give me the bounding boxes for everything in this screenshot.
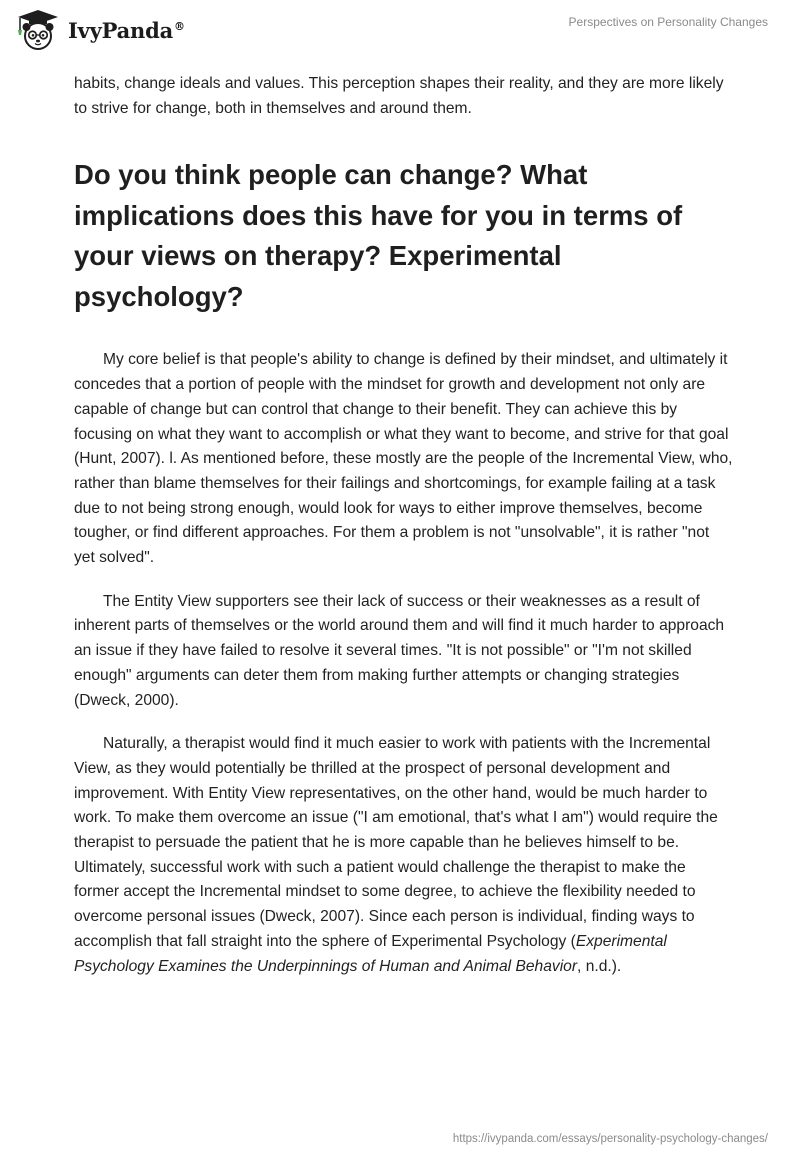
lead-paragraph: habits, change ideals and values. This perception shapes their reality, and they are more likely to strive for change, both in themselves and around them.: [74, 75, 724, 117]
ivypanda-logo[interactable]: [14, 8, 185, 52]
citation-title: Experimental Psychology Examines the Underpinnings of Human and Animal Behavior: [74, 932, 667, 975]
essay-body: [74, 72, 734, 979]
body-paragraph-2: The Entity View supporters see their lack of success or their weaknesses as a result of inherent parts of themselves or the world around them and will find it much harder to approach an issue if they have failed to resolve it several times. "It is not possible" or "I'm not skilled enough" arguments can deter them from making further attempts or changing strategies (Dweck, 2000).: [74, 592, 725, 709]
body-paragraph-1: My core belief is that people's ability to change is defined by their mindset, and ultimately it concedes that a portion of people with the mindset for growth and development not only are capable of change but can control that change to their benefit. They can achieve this by focusing on what they want to accomplish or what they want to become, and strive for that goal (Hunt, 2007). l. As mentioned before, these mostly are the people of the Incremental View, who, rather than blame themselves for their failings and shortcomings, for example failing at a task due to not being strong enough, would look for ways to either improve themselves, become tougher, or find different approaches. For them a problem is not "unsolvable", it is rather "not yet solved".: [74, 351, 733, 567]
page-header: [0, 0, 800, 60]
document-title: Perspectives on Personality Changes: [568, 15, 768, 29]
paragraph-3-text: Naturally, a therapist would find it much easier to work with patients with the Incremental View, as they would potentially be thrilled at the prospect of personal development and improvement. With Entity View representatives, on the other hand, would be much harder to work. To make them overcome an issue ("I am emotional, that's what I am") would require the therapist to persuade the patient that he is more capable than he believes himself to be. Ultimately, successful work with such a patient would challenge the therapist to make the former accept the Incremental mindset to some degree, to achieve the flexibility needed to overcome personal issues (Dweck, 2007). Since each person is individual, finding ways to accomplish that fall straight into the sphere of Experimental Psychology (: [74, 735, 718, 950]
source-url[interactable]: https://ivypanda.com/essays/personality-psychology-changes/: [452, 1133, 768, 1145]
logo-wordmark: IvyPanda®: [68, 17, 185, 43]
citation-tail: , n.d.).: [577, 957, 622, 975]
section-heading: Do you think people can change? What implications does this have for you in terms of your views on therapy? Experimental psychology?: [74, 159, 683, 312]
body-paragraph-3: [74, 732, 734, 979]
panda-logo-icon: [14, 8, 62, 52]
